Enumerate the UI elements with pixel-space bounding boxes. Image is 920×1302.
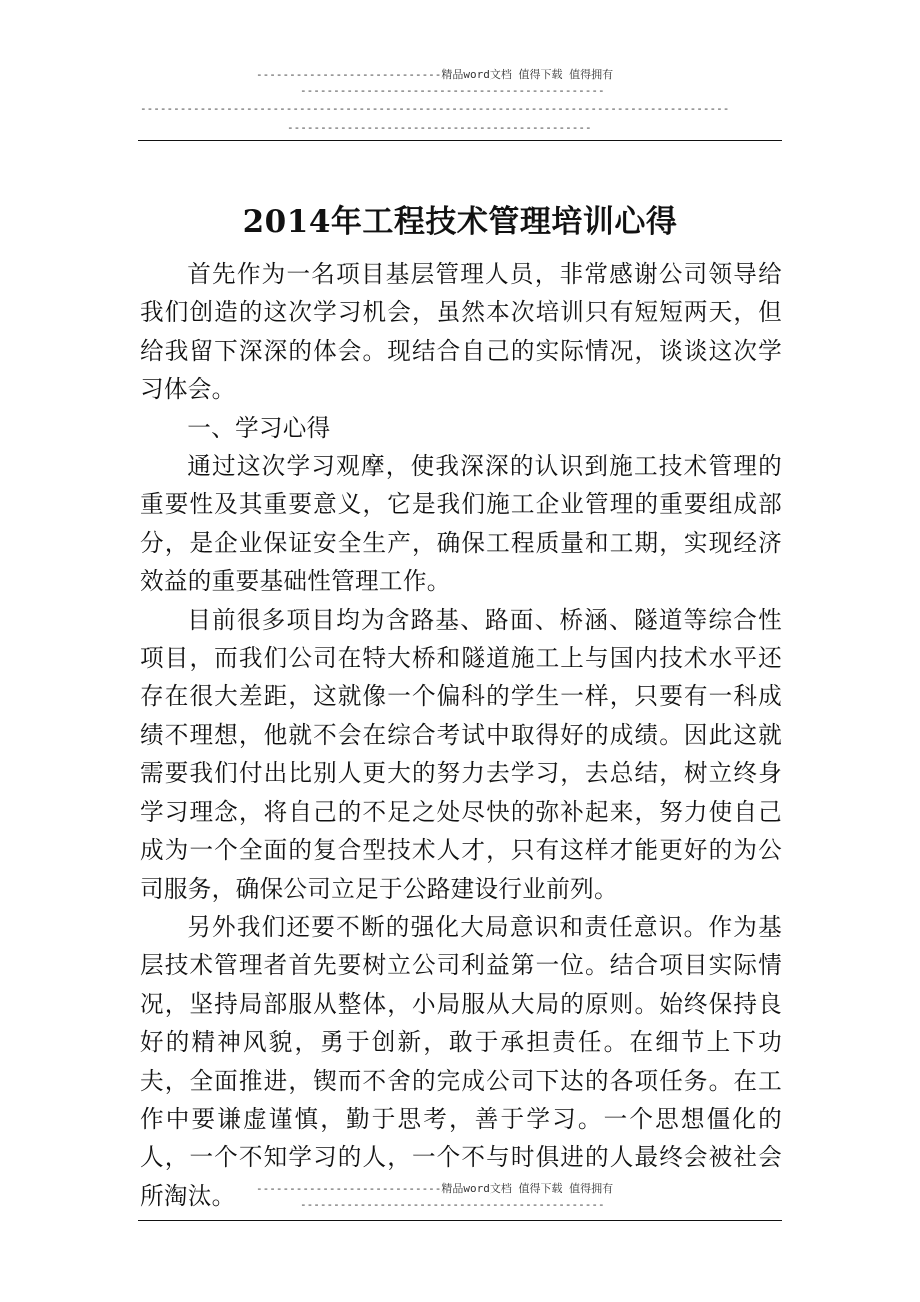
footer-banner: ----------------------------精品word文档 值得下载 值得拥有	[256, 1182, 614, 1195]
header-dash-line-wide: -----------------------------------------------------------------------------------------	[140, 102, 730, 115]
footer-rule	[138, 1220, 782, 1221]
document-body	[140, 255, 782, 1215]
header-rule	[138, 140, 782, 141]
paragraph: 通过这次学习观摩，使我深深的认识到施工技术管理的重要性及其重要意义，它是我们施工企业管理的重要组成部分，是企业保证安全生产，确保工程质量和工期，实现经济效益的重要基础性管理工作。	[140, 452, 782, 596]
header-dash-line-lower: ----------------------------------------------	[287, 121, 592, 134]
paragraph: 另外我们还要不断的强化大局意识和责任意识。作为基层技术管理者首先要树立公司利益第一位。结合项目实际情况，坚持局部服从整体，小局服从大局的原则。始终保持良好的精神风貌，勇于创新，敢于承担责任。在细节上下功夫，全面推进，锲而不舍的完成公司下达的各项任务。在工作中要谦虚谨慎，勤于思考，善于学习。一个思想僵化的人，一个不知学习的人，一个不与时俱进的人最终会被社会所淘汰。	[140, 912, 782, 1210]
header-banner: ----------------------------精品word文档 值得下载 值得拥有	[256, 68, 614, 81]
header-dash-line: ----------------------------------------------	[300, 84, 605, 97]
footer-dash-line: ----------------------------------------------	[300, 1198, 605, 1211]
paragraph: 首先作为一名项目基层管理人员，非常感谢公司领导给我们创造的这次学习机会，虽然本次培训只有短短两天，但给我留下深深的体会。现结合自己的实际情况，谈谈这次学习体会。	[140, 260, 782, 404]
document-title: 2014年工程技术管理培训心得	[242, 204, 678, 240]
section-heading: 一、学习心得	[187, 413, 331, 442]
paragraph: 目前很多项目均为含路基、路面、桥涵、隧道等综合性项目，而我们公司在特大桥和隧道施工上与国内技术水平还存在很大差距，这就像一个偏科的学生一样，只要有一科成绩不理想，他就不会在综合考试中取得好的成绩。因此这就需要我们付出比别人更大的努力去学习，去总结，树立终身学习理念，将自己的不足之处尽快的弥补起来，努力使自己成为一个全面的复合型技术人才，只有这样才能更好的为公司服务，确保公司立足于公路建设行业前列。	[140, 605, 782, 903]
